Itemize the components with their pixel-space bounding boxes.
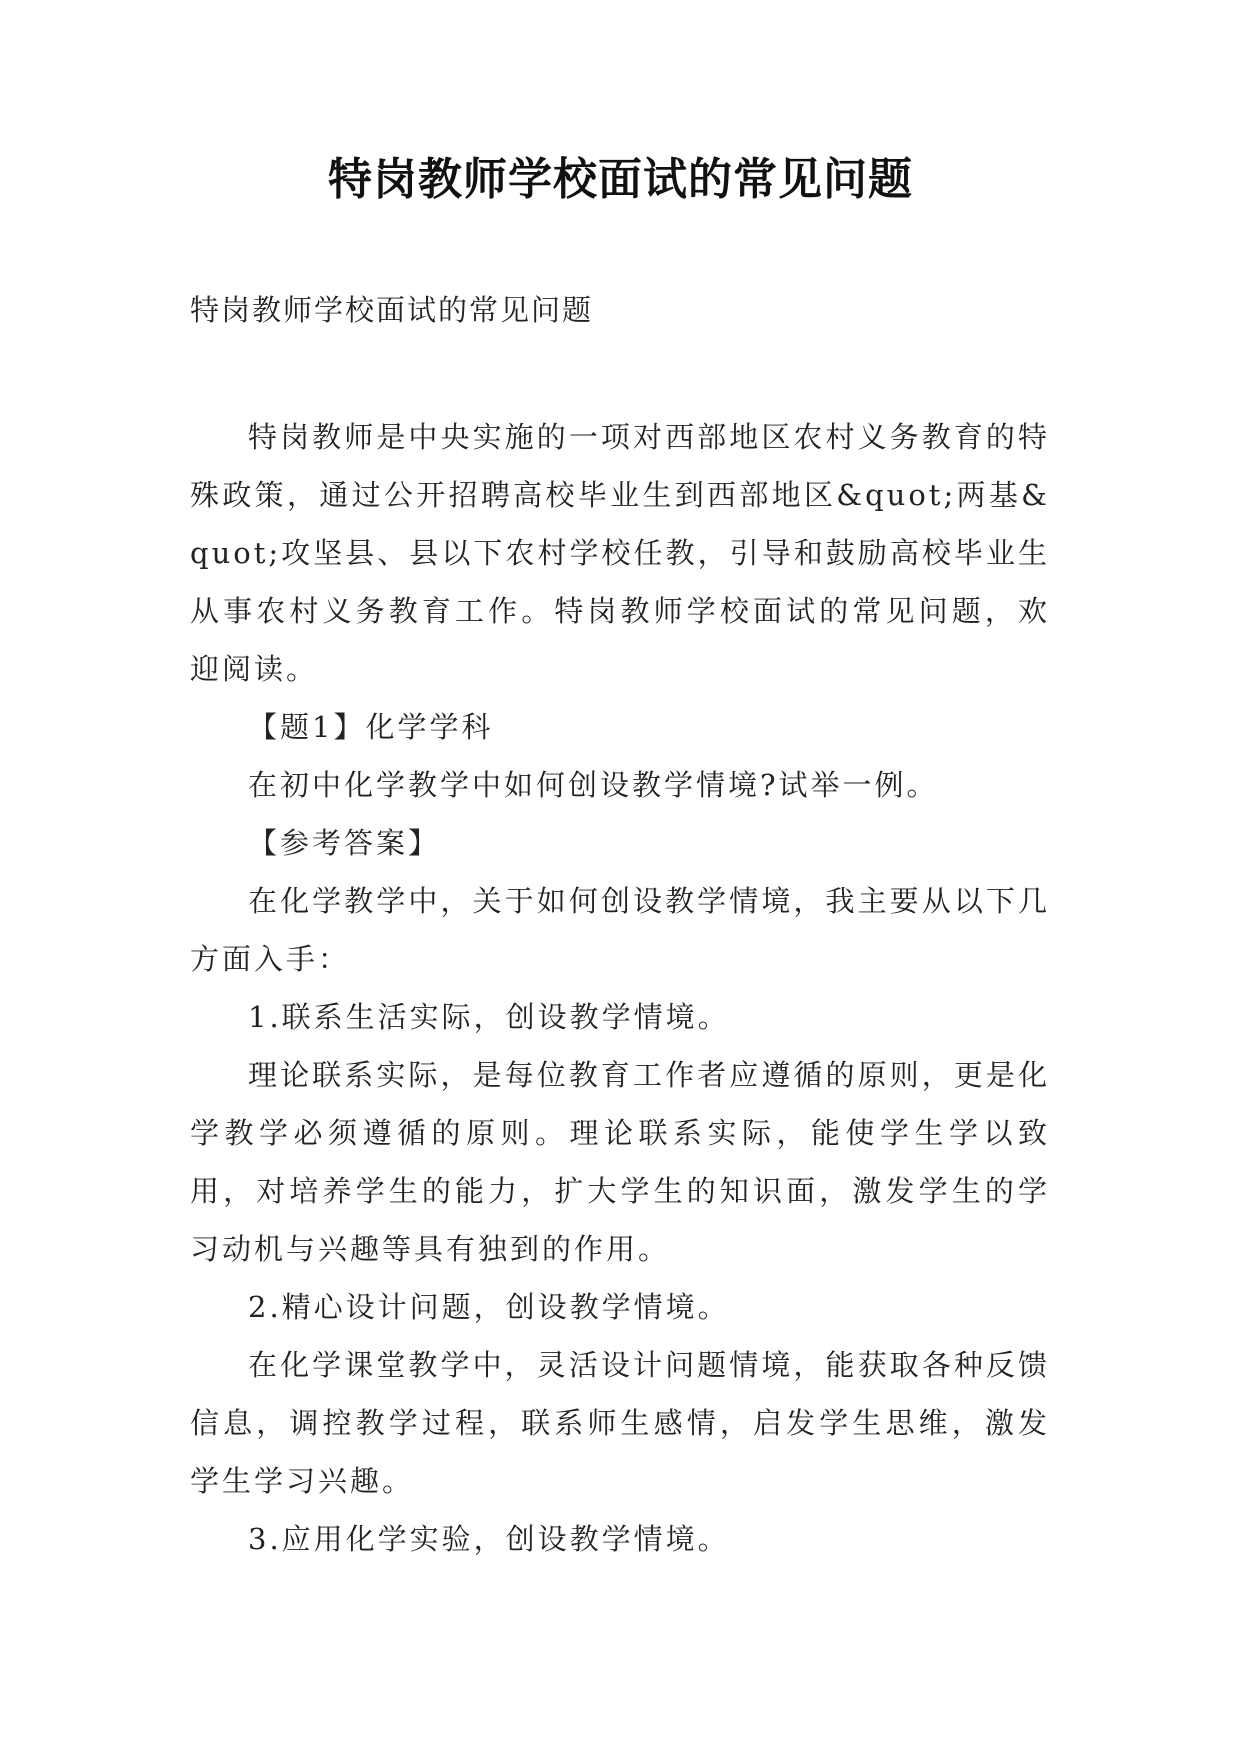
- paragraph-intro: 特岗教师是中央实施的一项对西部地区农村义务教育的特殊政策，通过公开招聘高校毕业生到西部地区&quot;两基&quot;攻坚县、县以下农村学校任教，引导和鼓励高校毕业生从事农村义务教育工作。特岗教师学校面试的常见问题，欢迎阅读。: [190, 420, 1050, 686]
- paragraph-point-2-detail: 在化学课堂教学中，灵活设计问题情境，能获取各种反馈信息，调控教学过程，联系师生感情，启发学生思维，激发学生学习兴趣。: [190, 1348, 1050, 1498]
- paragraph-answer-heading: 【参考答案】: [248, 826, 441, 860]
- document-title: 特岗教师学校面试的常见问题: [328, 154, 913, 205]
- paragraph-point-1-detail: 理论联系实际，是每位教育工作者应遵循的原则，更是化学教学必须遵循的原则。理论联系实际，能使学生学以致用，对培养学生的能力，扩大学生的知识面，激发学生的学习动机与兴趣等具有独到的作用。: [190, 1058, 1050, 1266]
- paragraph-point-2: 2.精心设计问题，创设教学情境。: [248, 1290, 730, 1324]
- paragraph-point-1: 1.联系生活实际，创设教学情境。: [248, 1000, 730, 1034]
- paragraph-question-heading: 【题1】化学学科: [248, 710, 494, 744]
- paragraph-answer-intro: 在化学教学中，关于如何创设教学情境，我主要从以下几方面入手：: [190, 884, 1050, 976]
- document-body: [190, 408, 1050, 1568]
- paragraph-question: 在初中化学教学中如何创设教学情境?试举一例。: [248, 768, 939, 802]
- paragraph-point-3: 3.应用化学实验，创设教学情境。: [248, 1522, 730, 1556]
- document-subtitle: 特岗教师学校面试的常见问题: [190, 293, 594, 327]
